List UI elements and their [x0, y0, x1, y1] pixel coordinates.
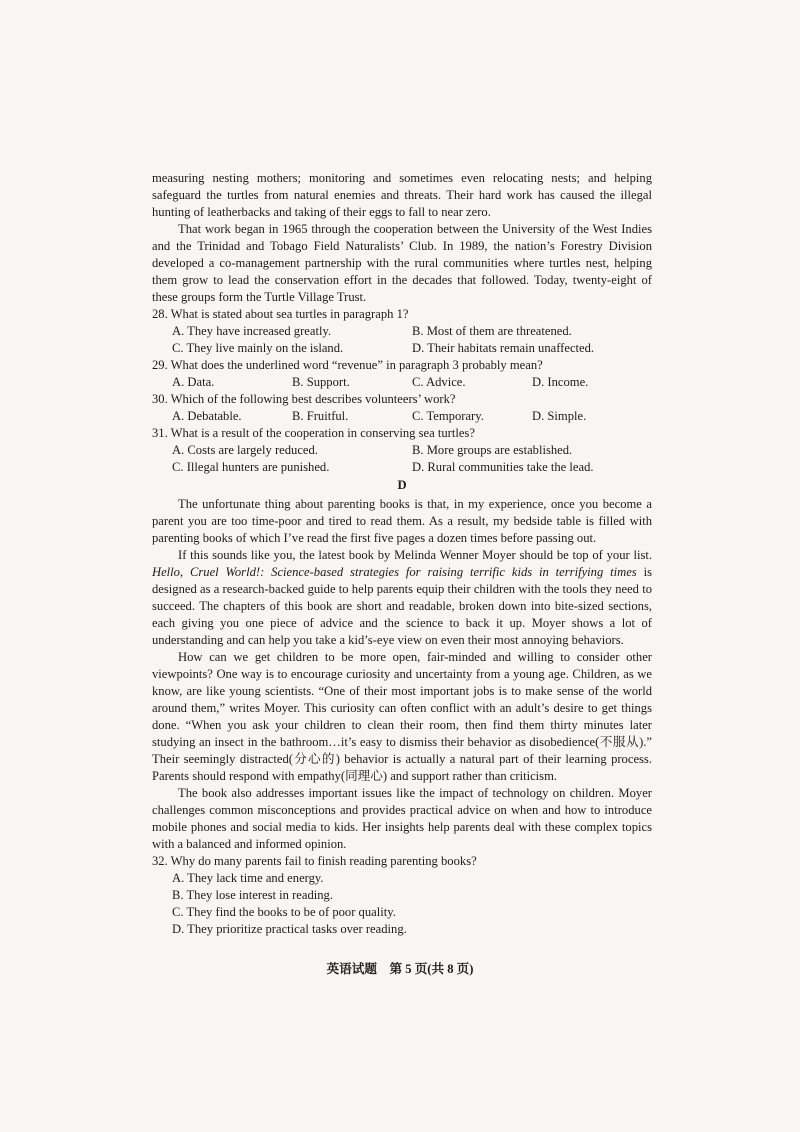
- question-29-options: [152, 374, 652, 391]
- question-32-option-d[interactable]: D. They prioritize practical tasks over reading.: [172, 922, 407, 936]
- question-28-stem: 28. What is stated about sea turtles in paragraph 1?: [152, 307, 409, 321]
- question-30-option-c[interactable]: C. Temporary.: [412, 409, 484, 423]
- question-28-option-a[interactable]: A. They have increased greatly.: [172, 324, 332, 338]
- question-32-stem: 32. Why do many parents fail to finish reading parenting books?: [152, 854, 477, 868]
- section-d-paragraph-1: The unfortunate thing about parenting books is that, in my experience, once you become a parent you are too time-poor and tired to read them. As a result, my bedside table is filled with parenting books of which I’ve read the first five pages a dozen times before passing out.: [152, 497, 652, 545]
- question-29-option-c[interactable]: C. Advice.: [412, 375, 466, 389]
- passage-c-paragraph-last: That work began in 1965 through the cooperation between the University of the West Indies and the Trinidad and Tobago Field Naturalists’ Club. In 1989, the nation’s Forestry Division developed a co-management partnership with the rural communities where turtles nest, helping them grow to lead the conservation effort in the decades that followed. Today, twenty-eight of these groups form the Turtle Village Trust.: [152, 222, 652, 304]
- question-31-option-c[interactable]: C. Illegal hunters are punished.: [172, 460, 330, 474]
- page-content: [152, 170, 652, 938]
- question-29: [152, 357, 652, 391]
- question-30-option-a[interactable]: A. Debatable.: [172, 409, 242, 423]
- question-28-option-d[interactable]: D. Their habitats remain unaffected.: [412, 341, 595, 355]
- question-30-option-d[interactable]: D. Simple.: [532, 409, 587, 423]
- question-28-option-c[interactable]: C. They live mainly on the island.: [172, 341, 344, 355]
- question-28-options-row2: [152, 340, 652, 357]
- question-30-options: [152, 408, 652, 425]
- question-32-option-c-row: [152, 904, 652, 921]
- question-32-option-b-row: [152, 887, 652, 904]
- question-31-option-d[interactable]: D. Rural communities take the lead.: [412, 460, 594, 474]
- question-30-option-b[interactable]: B. Fruitful.: [292, 409, 349, 423]
- section-d-paragraph-2-start: If this sounds like you, the latest book by Melinda Wenner Moyer should be top of your list.: [178, 548, 652, 562]
- passage-c-paragraph-tail: measuring nesting mothers; monitoring and sometimes even relocating nests; and helping safeguard the turtles from natural enemies and threats. Their hard work has caused the illegal hunting of leatherbacks and taking of their eggs to fall to near zero.: [152, 171, 652, 219]
- question-28-option-b[interactable]: B. Most of them are threatened.: [412, 324, 572, 338]
- question-31-options-row1: [152, 442, 652, 459]
- question-32-option-b[interactable]: B. They lose interest in reading.: [172, 888, 334, 902]
- section-d-paragraph-2: [152, 547, 652, 649]
- question-32-option-d-row: [152, 921, 652, 938]
- question-32-option-a[interactable]: A. They lack time and energy.: [172, 871, 324, 885]
- question-32: [152, 853, 652, 938]
- question-29-option-d[interactable]: D. Income.: [532, 375, 589, 389]
- question-29-stem: 29. What does the underlined word “revenue” in paragraph 3 probably mean?: [152, 358, 543, 372]
- book-title: Hello, Cruel World!: Science-based strategies for raising terrific kids in terrifying times: [152, 565, 637, 579]
- section-d-paragraph-2-end: is designed as a research-backed guide to help parents equip their children with the tools they need to succeed. The chapters of this book are short and readable, broken down into bite-sized sections, each giving you one piece of advice and the science to back it up. Moyer shows a lot of understanding and can help you take a kid’s-eye view on even their most annoying behaviors.: [152, 565, 652, 647]
- question-29-option-a[interactable]: A. Data.: [172, 375, 215, 389]
- question-32-option-c[interactable]: C. They find the books to be of poor quality.: [172, 905, 396, 919]
- section-d-title: D: [397, 478, 407, 492]
- question-31-option-a[interactable]: A. Costs are largely reduced.: [172, 443, 318, 457]
- question-31-stem: 31. What is a result of the cooperation in conserving sea turtles?: [152, 426, 475, 440]
- section-d-paragraph-3: How can we get children to be more open, fair-minded and willing to consider other viewpoints? One way is to encourage curiosity and uncertainty from a young age. Children, as we know, are like young scientists. “One of their most important jobs is to make sense of the world around them,” writes Moyer. This curiosity can often conflict with an adult’s desire to get things done. “When you ask your children to clean their room, then find them thirty minutes later studying an insect in the bathroom…it’s easy to dismiss their behavior as disobedience(不服从).” Their seemingly distracted(分心的) behavior is actually a natural part of their learning process. Parents should respond with empathy(同理心) and support rather than criticism.: [152, 650, 652, 783]
- question-31-option-b[interactable]: B. More groups are established.: [412, 443, 573, 457]
- question-29-option-b[interactable]: B. Support.: [292, 375, 350, 389]
- question-28: [152, 306, 652, 357]
- question-30: [152, 391, 652, 425]
- question-32-option-a-row: [152, 870, 652, 887]
- question-28-options-row1: [152, 323, 652, 340]
- question-31: [152, 425, 652, 476]
- page-footer: 英语试题 第 5 页(共 8 页): [326, 962, 474, 976]
- question-30-stem: 30. Which of the following best describes volunteers’ work?: [152, 392, 456, 406]
- question-31-options-row2: [152, 459, 652, 476]
- section-d-paragraph-4: The book also addresses important issues like the impact of technology on children. Moyer challenges common misconceptions and provides practical advice on when and how to introduce mobile phones and social media to kids. Her insights help parents deal with these complex topics with a balanced and informed opinion.: [152, 786, 652, 851]
